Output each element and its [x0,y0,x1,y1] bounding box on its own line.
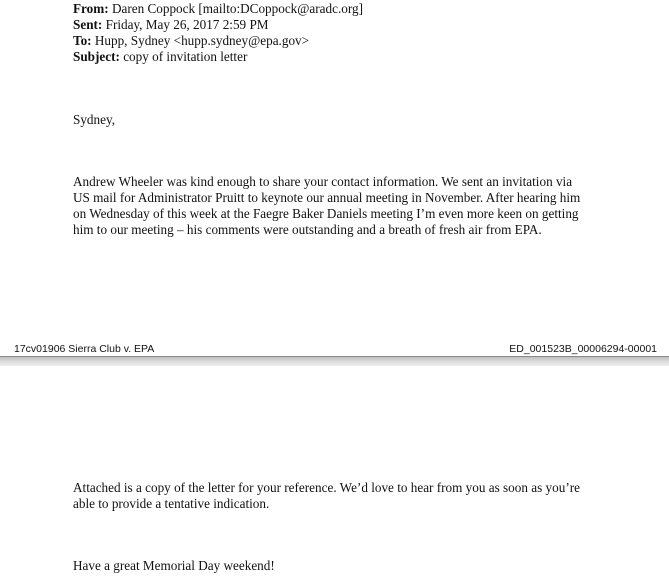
from-label: From: [73,1,109,16]
sent-value: Friday, May 26, 2017 2:59 PM [102,17,269,32]
document-page-2 [0,366,669,578]
closing: Have a great Memorial Day weekend! [73,558,275,573]
paragraph-2-line-2: able to provide a tentative indication. [73,496,270,511]
case-number: 17cv01906 Sierra Club v. EPA [14,343,155,355]
email-subject-line [73,49,247,65]
from-value: Daren Coppock [mailto:DCoppock@aradc.org] [108,1,363,16]
email-sent-line [73,17,269,33]
paragraph-1-line-3: on Wednesday of this week at the Faegre Baker Daniels meeting I’m even more keen on getting [73,206,579,221]
email-from-line [73,1,363,17]
subject-value: copy of invitation letter [119,49,248,64]
to-label: To: [73,33,92,48]
sent-label: Sent: [73,17,103,32]
paragraph-2-line-1: Attached is a copy of the letter for your reference. We’d love to hear from you as soon as you’re [73,480,580,495]
email-to-line [73,33,309,49]
bates-number: ED_001523B_00006294-00001 [509,343,657,355]
paragraph-1-line-2: US mail for Administrator Pruitt to keynote our annual meeting in November. After hearing him [73,190,581,205]
to-value: Hupp, Sydney <hupp.sydney@epa.gov> [91,33,310,48]
greeting: Sydney, [73,112,116,127]
page-footer [0,342,669,356]
paragraph-1-line-1: Andrew Wheeler was kind enough to share your contact information. We sent an invitation via [73,174,573,189]
paragraph-1-line-4: him to our meeting – his comments were outstanding and a breath of fresh air from EPA. [73,222,542,237]
subject-label: Subject: [73,49,120,64]
